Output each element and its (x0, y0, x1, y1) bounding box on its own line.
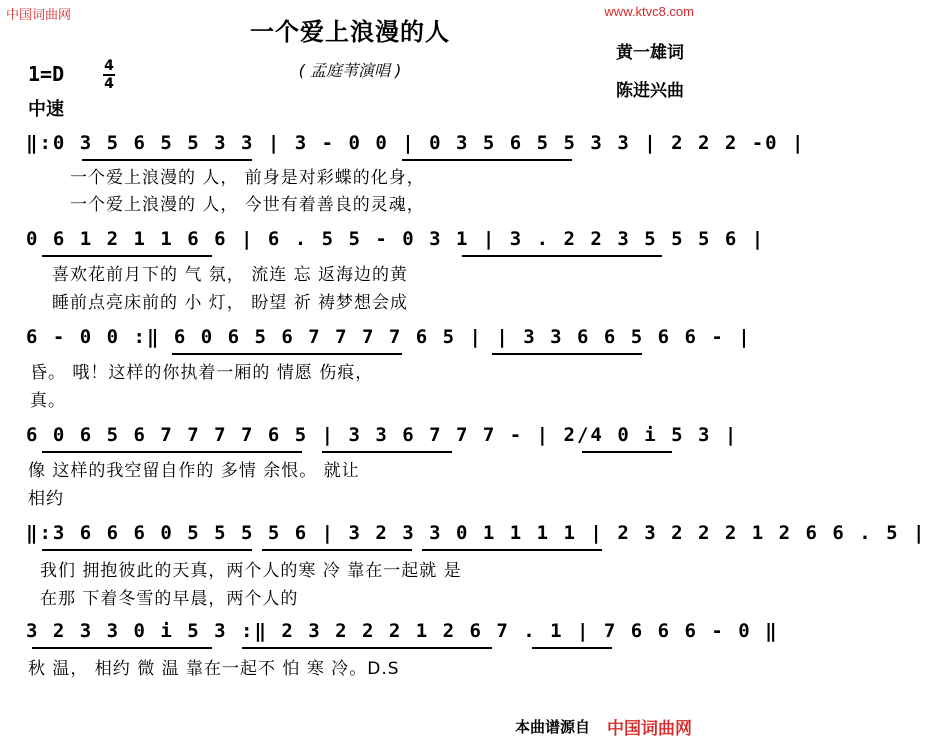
lyricist-credit: 黄一雄词 (616, 43, 684, 63)
lyric-line: 一个爱上浪漫的 人， 前身是对彩蝶的化身， (70, 168, 425, 188)
notation-line: 3 2 3 3 0 i 5 3 :‖ 2 3 2 2 2 1 2 6 7 . 1 | 7 6 6 6 - 0 ‖ (26, 620, 779, 642)
lyric-line: 一个爱上浪漫的 人， 今世有着善良的灵魂， (70, 195, 425, 215)
lyric-line: 睡前点亮床前的 小 灯， 盼望 祈 祷梦想会成 (52, 293, 409, 313)
key-signature: 1=D (28, 62, 65, 86)
beam-line (492, 353, 642, 355)
notation-line: 6 0 6 5 6 7 7 7 7 6 5 | 3 3 6 7 7 7 - | 2/4 0 i 5 3 | (26, 424, 739, 446)
beam-line (42, 549, 252, 551)
lyric-line: 我们 拥抱彼此的天真，两个人的寒 冷 靠在一起就 是 (40, 561, 462, 581)
notation-line: ‖:0 3 5 6 5 5 3 3 | 3 - 0 0 | 0 3 5 6 5 5 3 3 | 2 2 2 -0 | (26, 132, 806, 154)
lyric-line: 喜欢花前月下的 气 氛， 流连 忘 返海边的黄 (52, 265, 409, 285)
tempo-marking: 中速 (28, 99, 64, 120)
time-signature-bottom: 4 (104, 76, 114, 92)
beam-line (422, 549, 602, 551)
watermark-left: 中国词曲网 (6, 8, 72, 23)
lyric-line: 相约 (28, 489, 64, 509)
notation-line: 6 - 0 0 :‖ 6 0 6 5 6 7 7 7 7 6 5 | | 3 3 6 6 5 6 6 - | (26, 326, 752, 348)
notation-line: ‖:3 6 6 6 0 5 5 5 5 6 | 3 2 3 3 0 1 1 1 1 | 2 3 2 2 2 1 2 6 6 . 5 | (26, 522, 926, 544)
time-signature-top: 4 (104, 58, 114, 74)
lyric-line: 像 这样的我空留自作的 多情 余恨。 就让 (28, 461, 360, 481)
beam-line (242, 647, 492, 649)
beam-line (32, 647, 212, 649)
lyric-line: 秋 温， 相约 微 温 靠在一起不 怕 寒 冷。D.S (28, 659, 400, 679)
beam-line (402, 159, 572, 161)
beam-line (322, 451, 452, 453)
beam-line (532, 647, 612, 649)
site-name: 中国词曲网 (607, 719, 692, 739)
lyric-line: 在那 下着冬雪的早晨，两个人的 (40, 589, 299, 609)
beam-line (262, 549, 412, 551)
notation-line: 0 6 1 2 1 1 6 6 | 6 . 5 5 - 0 3 1 | 3 . 2 2 3 5 5 5 6 | (26, 228, 766, 250)
beam-line (42, 255, 212, 257)
composer-credit: 陈进兴曲 (616, 81, 684, 101)
song-title: 一个爱上浪漫的人 (250, 18, 450, 46)
source-label: 本曲谱源自 (514, 718, 590, 736)
lyric-line: 真。 (30, 391, 66, 411)
lyric-line: 昏。 哦！这样的你执着一厢的 情愿 伤痕， (30, 363, 374, 383)
watermark-right: www.ktvc8.com (604, 4, 694, 19)
performer-subtitle: ( 孟庭苇演唱 ) (298, 61, 402, 80)
beam-line (172, 353, 402, 355)
beam-line (42, 451, 302, 453)
time-signature (103, 58, 115, 92)
beam-line (582, 451, 672, 453)
beam-line (462, 255, 662, 257)
beam-line (82, 159, 252, 161)
